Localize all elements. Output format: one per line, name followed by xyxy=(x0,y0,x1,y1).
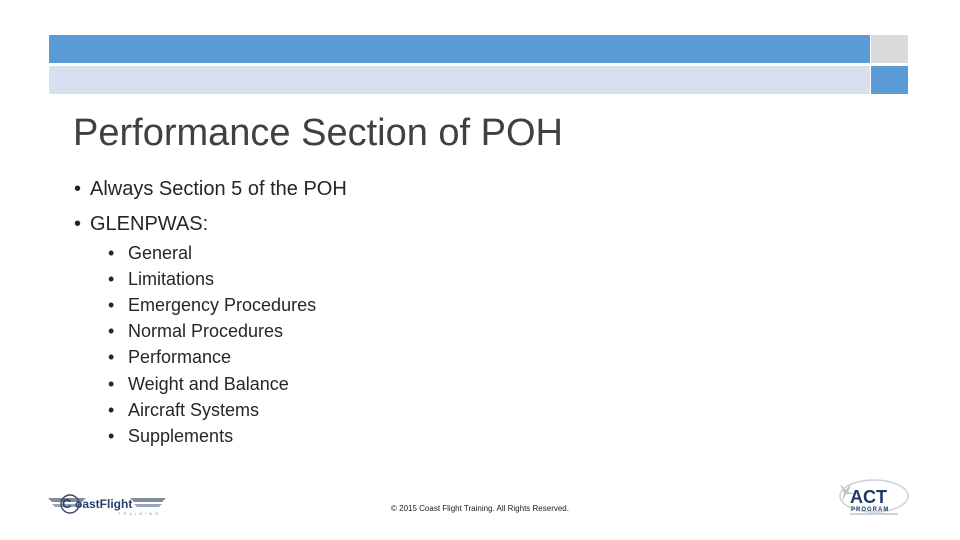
sub-bullet-item: • Limitations xyxy=(108,269,215,289)
header-bar-top xyxy=(49,35,870,63)
sub-bullet-item: • Emergency Procedures xyxy=(108,295,317,315)
bullet-dot: • xyxy=(108,321,115,341)
bullet-dot: • xyxy=(108,426,115,446)
sub-bullet-item: • Supplements xyxy=(108,426,234,446)
bullet-dot: • xyxy=(108,347,115,367)
sub-bullet-item: • Normal Procedures xyxy=(108,321,284,341)
bullet-dot: • xyxy=(108,374,115,394)
logo-left-text: oastFlight xyxy=(75,497,133,511)
copyright-footer: © 2015 Coast Flight Training. All Rights Reserved. xyxy=(391,504,569,513)
slide-title: Performance Section of POH xyxy=(73,112,563,154)
sub-bullet-item: • Aircraft Systems xyxy=(108,400,260,420)
bullet-dot: • xyxy=(74,178,82,200)
bullet-dot: • xyxy=(74,213,82,235)
sub-bullet-item: • Weight and Balance xyxy=(108,374,289,394)
svg-text:TRAINING: TRAINING xyxy=(118,511,162,516)
bullet-dot: • xyxy=(108,269,115,289)
sub-bullet-item: • General xyxy=(108,243,193,263)
bullet-item: • Always Section 5 of the POH xyxy=(74,178,347,200)
bullet-dot: • xyxy=(108,243,115,263)
svg-text:PROGRAM: PROGRAM xyxy=(851,507,890,513)
bullet-dot: • xyxy=(108,295,115,315)
header-bar-bottom xyxy=(49,66,870,94)
header-block-bottom-right xyxy=(871,66,908,94)
svg-text:C: C xyxy=(62,496,72,511)
header-block-top-right xyxy=(871,35,908,63)
svg-text:ACT: ACT xyxy=(850,487,887,507)
bullet-item: • GLENPWAS: xyxy=(74,213,209,235)
sub-bullet-item: • Performance xyxy=(108,347,232,367)
bullet-dot: • xyxy=(108,400,115,420)
act-program-logo-icon xyxy=(832,478,912,520)
